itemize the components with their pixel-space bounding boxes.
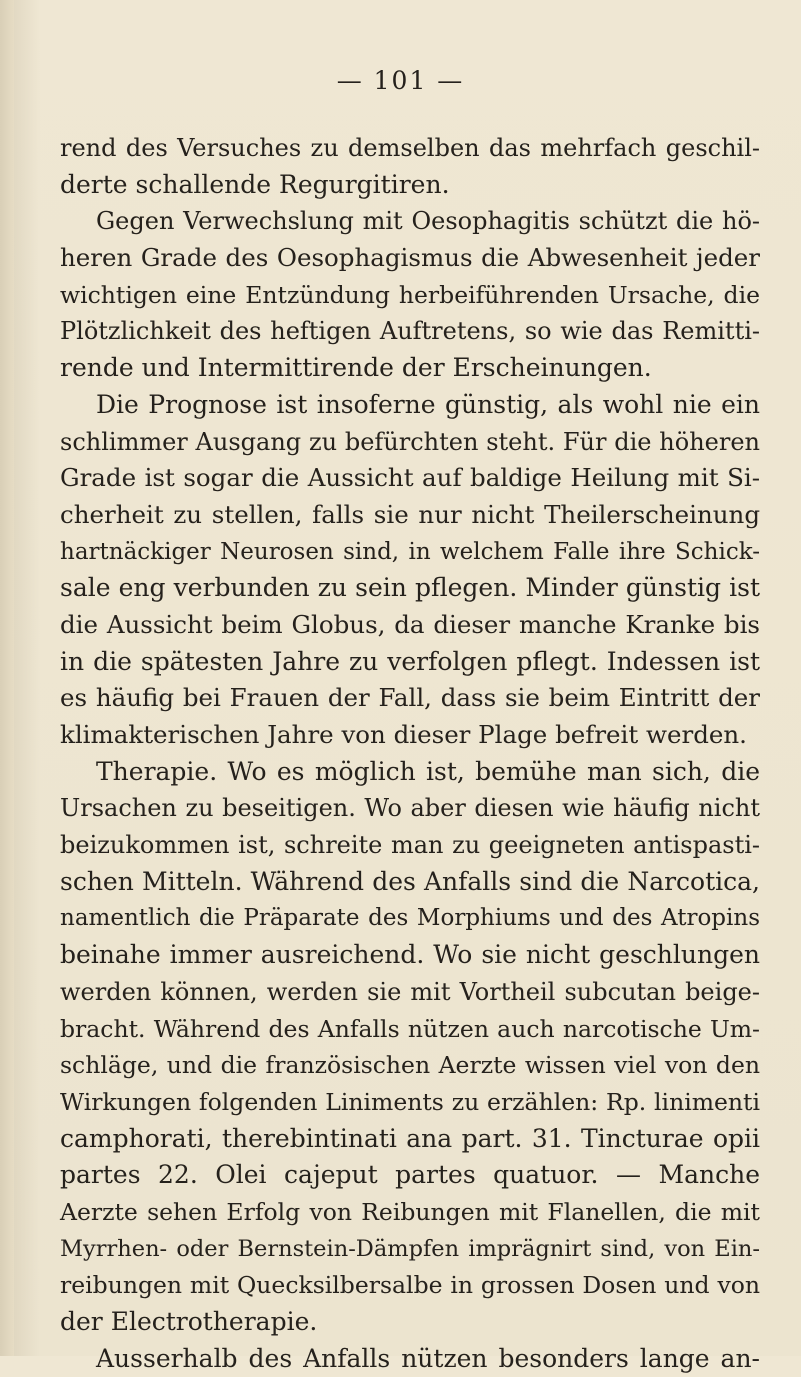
text-line: schläge, und die französischen Aerzte wissen viel von den (60, 1051, 760, 1080)
text-line: heren Grade des Oesophagismus die Abwesenheit jeder (60, 243, 760, 273)
text-line: schlimmer Ausgang zu befürchten steht. Für die höheren (60, 427, 760, 456)
text-line: Aerzte sehen Erfolg von Reibungen mit Flanellen, die mit (60, 1197, 760, 1226)
text-line: Therapie. Wo es möglich ist, bemühe man sich, die (96, 756, 760, 786)
body-text (60, 130, 760, 1377)
text-line: Ursachen zu beseitigen. Wo aber diesen wie häufig nicht (60, 794, 760, 823)
text-line: reibungen mit Quecksilbersalbe in grossen Dosen und von (60, 1271, 760, 1300)
text-line: in die spätesten Jahre zu verfolgen pflegt. Indessen ist (60, 646, 760, 676)
text-line: bracht. Während des Anfalls nützen auch narcotische Um- (60, 1014, 760, 1043)
text-line: beinahe immer ausreichend. Wo sie nicht geschlungen (60, 940, 760, 970)
text-line: Myrrhen- oder Bernstein-Dämpfen imprägnirt sind, von Ein- (60, 1235, 760, 1262)
text-line: Ausserhalb des Anfalls nützen besonders lange an- (96, 1343, 760, 1373)
text-line: Gegen Verwechslung mit Oesophagitis schützt die hö- (96, 207, 760, 236)
text-line: derte schallende Regurgitiren. (60, 169, 450, 199)
text-line: wichtigen eine Entzündung herbeiführenden Ursache, die (60, 280, 760, 309)
page-number: — 101 — (336, 66, 465, 95)
text-line: der Electrotherapie. (60, 1307, 318, 1336)
text-line: werden können, werden sie mit Vortheil subcutan beige- (60, 977, 760, 1006)
text-line: Die Prognose ist insoferne günstig, als wohl nie ein (96, 389, 760, 419)
text-line: es häufig bei Frauen der Fall, dass sie beim Eintritt der (60, 683, 760, 713)
text-line: rende und Intermittirende der Erscheinungen. (60, 353, 652, 383)
text-line: namentlich die Präparate des Morphiums und des Atropins (60, 905, 760, 932)
text-line: partes 22. Olei cajeput partes quatuor. — Manche (60, 1160, 760, 1190)
text-line: hartnäckiger Neurosen sind, in welchem Falle ihre Schick- (60, 538, 760, 565)
text-line: rend des Versuches zu demselben das mehrfach geschil- (60, 134, 760, 162)
text-line: die Aussicht beim Globus, da dieser manche Kranke bis (60, 609, 760, 639)
text-line: Grade ist sogar die Aussicht auf baldige Heilung mit Si- (60, 463, 760, 493)
text-line: cherheit zu stellen, falls sie nur nicht Theilerscheinung (60, 499, 760, 529)
page-binding-edge (0, 0, 14, 1356)
text-line: schen Mitteln. Während des Anfalls sind die Narcotica, (60, 866, 760, 896)
text-line: Wirkungen folgenden Liniments zu erzählen: Rp. linimenti (60, 1087, 760, 1116)
text-line: camphorati, therebintinati ana part. 31. Tincturae opii (60, 1123, 760, 1153)
text-line: beizukommen ist, schreite man zu geeigneten antispasti- (60, 831, 760, 860)
text-line: Plötzlichkeit des heftigen Auftretens, so wie das Remitti- (60, 317, 760, 346)
text-line: sale eng verbunden zu sein pflegen. Minder günstig ist (60, 573, 760, 603)
text-line: klimakterischen Jahre von dieser Plage befreit werden. (60, 720, 747, 749)
